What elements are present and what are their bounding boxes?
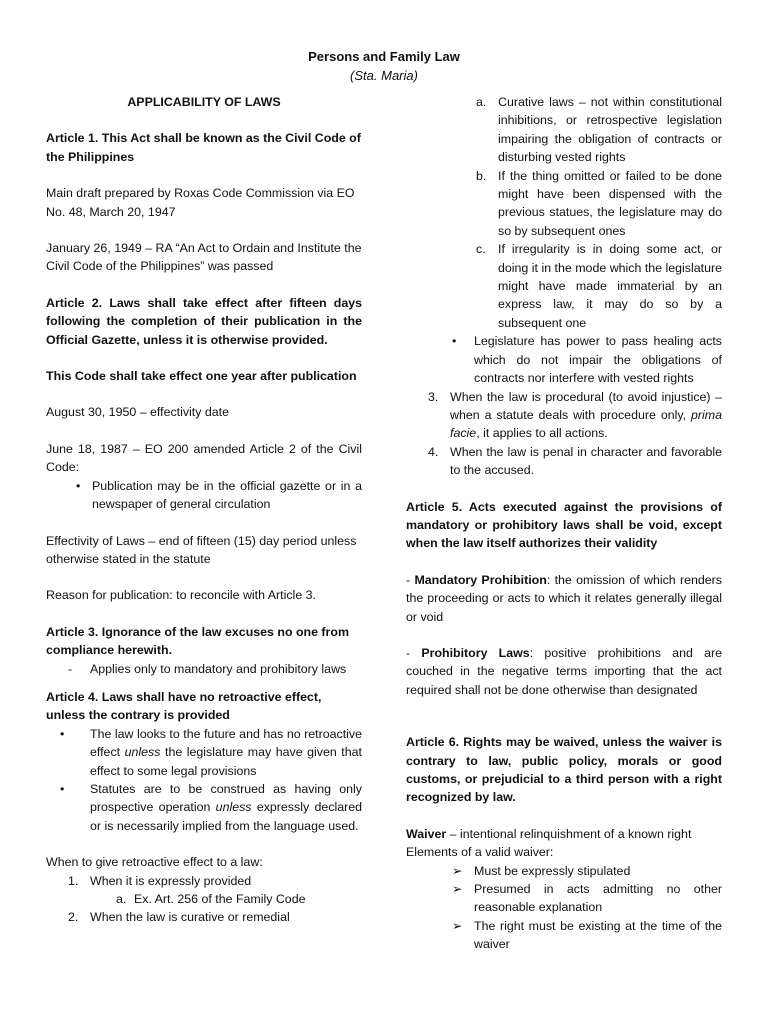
number-marker: 2.: [68, 910, 79, 925]
list-item: [46, 477, 362, 514]
list-item-text: The law looks to the future and has no retroactive effect unless the legislature may have given that effect to some legal provisions: [90, 726, 362, 778]
letter-marker: a.: [476, 95, 487, 109]
list-item-text: If irregularity is in doing some act, or doing it in the mode which the legislature might have made immaterial by an express law, it may do so by a subsequent one: [498, 242, 722, 330]
bullet-marker: •: [60, 726, 65, 741]
left-column: [46, 93, 362, 927]
list-item: [406, 167, 722, 241]
list-item-text: When it is expressly provided: [90, 873, 252, 888]
page-title: Persons and Family Law: [308, 49, 460, 64]
number-marker: 1.: [68, 873, 79, 888]
number-marker: 4.: [428, 444, 439, 459]
effectivity-of-laws: Effectivity of Laws – end of fifteen (15) day period unless otherwise stated in the statute: [46, 533, 357, 566]
list-item: [46, 725, 362, 780]
prohibitory-laws: - Prohibitory Laws: positive prohibitions and are couched in the negative terms importing that the act required shall not be done otherwise than designated: [406, 645, 722, 697]
list-item-text: Presumed in acts admitting no other reasonable explanation: [474, 882, 722, 915]
list-item: [46, 780, 362, 835]
list-item: [406, 917, 722, 954]
waiver-definition: Waiver – intentional relinquishment of a known right: [406, 826, 692, 841]
list-item-text: Statutes are to be construed as having only prospective operation unless expressly declared or is necessarily implied from the language used.: [90, 781, 362, 833]
list-item: [46, 660, 362, 678]
bullet-marker: •: [60, 781, 65, 796]
section-title: APPLICABILITY OF LAWS: [127, 95, 281, 109]
letter-marker: c.: [476, 242, 486, 257]
bullet-marker: •: [76, 478, 81, 493]
list-item: [46, 890, 362, 908]
waiver-elements-intro: Elements of a valid waiver:: [406, 845, 554, 860]
eo200-note: June 18, 1987 – EO 200 amended Article 2 of the Civil Code:: [46, 441, 362, 475]
letter-marker: a.: [116, 892, 127, 906]
arrow-marker: ➢: [452, 863, 463, 878]
list-item-text: The right must be existing at the time of the waiver: [474, 918, 722, 952]
article-6: Article 6. Rights may be waived, unless the waiver is contrary to law, public policy, morals or good customs, or prejudicial to a third person with a right recognized by law.: [406, 735, 722, 805]
list-item: [406, 332, 722, 387]
article-3: Article 3. Ignorance of the law excuses no one from compliance herewith.: [46, 624, 349, 658]
list-item: [406, 388, 722, 443]
main-draft-note: Main draft prepared by Roxas Code Commission via EO No. 48, March 20, 1947: [46, 186, 355, 219]
list-item-text: If the thing omitted or failed to be done might have been dispensed with the previous statues, the legislature may do so by subsequent ones: [498, 168, 722, 238]
list-item-text: Curative laws – not within constitutional inhibitions, or retrospective legislation impairing the obligation of contracts or disturbing vested rights: [498, 95, 722, 165]
list-item-text: Applies only to mandatory and prohibitory laws: [90, 661, 347, 676]
list-item: [406, 240, 722, 332]
page-author: (Sta. Maria): [350, 68, 418, 83]
list-item-text: When the law is penal in character and favorable to the accused.: [450, 444, 722, 478]
list-item: [46, 908, 362, 926]
publication-reason: Reason for publication: to reconcile with Article 3.: [46, 588, 316, 603]
list-item-text: Publication may be in the official gazette or in a newspaper of general circulation: [92, 478, 362, 512]
list-item: [406, 862, 722, 880]
mandatory-prohibition: - Mandatory Prohibition: the omission of which renders the proceeding or acts to which it relates generally illegal or void: [406, 572, 722, 624]
effectivity-date: August 30, 1950 – effectivity date: [46, 405, 230, 420]
list-item: [406, 880, 722, 917]
list-item-text: When the law is curative or remedial: [90, 910, 290, 925]
list-item-text: When the law is procedural (to avoid injustice) – when a statute deals with procedure only, prima facie, it applies to all actions.: [450, 389, 722, 441]
letter-marker: b.: [476, 168, 487, 183]
dash-marker: -: [68, 661, 73, 676]
ra-note: January 26, 1949 – RA “An Act to Ordain and Institute the Civil Code of the Philippines” was passed: [46, 241, 362, 274]
article-2: Article 2. Laws shall take effect after fifteen days following the completion of their publication in the Official Gazette, unless it is otherwise provided.: [46, 295, 362, 347]
list-item: [46, 872, 362, 890]
right-column: [406, 93, 722, 954]
list-item-text: Must be expressly stipulated: [474, 863, 631, 878]
retroactive-intro: When to give retroactive effect to a law:: [46, 855, 263, 870]
list-item-text: Legislature has power to pass healing acts which do not impair the obligations of contracts nor interfere with vested rights: [474, 334, 722, 386]
article-5: Article 5. Acts executed against the provisions of mandatory or prohibitory laws shall be void, except when the law itself authorizes their validity: [406, 499, 722, 551]
list-item: [406, 93, 722, 167]
article-4: Article 4. Laws shall have no retroactive effect, unless the contrary is provided: [46, 689, 322, 723]
article-1: Article 1. This Act shall be known as the Civil Code of the Philippines: [46, 131, 361, 164]
bullet-marker: •: [452, 334, 457, 349]
list-item-text: Ex. Art. 256 of the Family Code: [134, 892, 306, 906]
arrow-marker: ➢: [452, 918, 463, 933]
number-marker: 3.: [428, 389, 439, 404]
arrow-marker: ➢: [452, 882, 463, 897]
code-effect-note: This Code shall take effect one year after publication: [46, 369, 357, 384]
list-item: [406, 443, 722, 480]
